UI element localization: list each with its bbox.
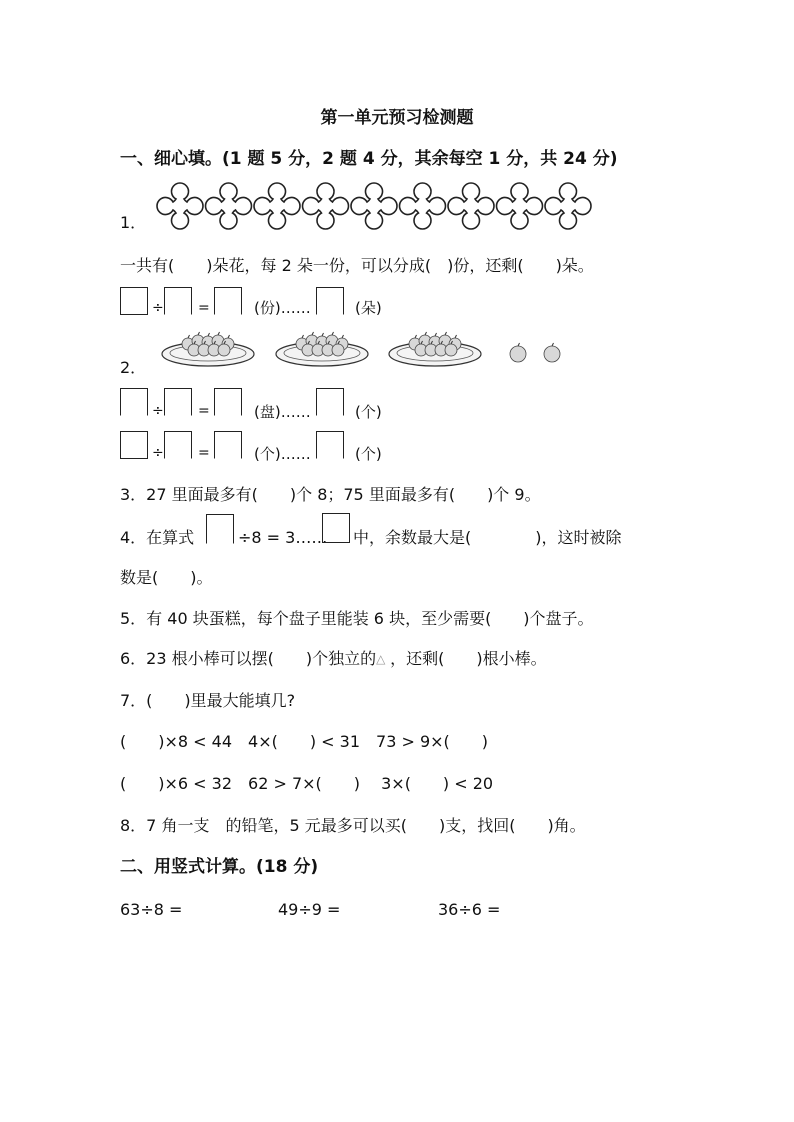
flower-icon (400, 183, 446, 229)
loose-apple (544, 343, 560, 362)
apple-plate (276, 332, 368, 366)
answer-box[interactable] (214, 431, 242, 459)
q4-prefix: 4．在算式 (120, 528, 195, 547)
apple-stem (425, 332, 427, 335)
q3-text: 3．27 里面最多有( )个 8；75 里面最多有( )个 9。 (120, 485, 541, 504)
answer-box[interactable] (120, 388, 148, 416)
loose-apple (510, 343, 526, 362)
apple-stem (455, 335, 457, 338)
q6-tail: ，还剩( )根小棒。 (390, 649, 547, 668)
apple-stem (218, 332, 220, 335)
q5-text: 5．有 40 块蛋糕，每个盘子里能装 6 块，至少需要( )个盘子。 (120, 609, 594, 628)
calc-item-3: 36÷6 = (438, 900, 501, 919)
unit-label: (个) (355, 445, 382, 463)
answer-box[interactable] (322, 513, 350, 543)
answer-box[interactable] (164, 388, 192, 416)
unit-label: (个) (355, 403, 382, 421)
divide-sign: ÷ (152, 445, 164, 461)
apple-stem (312, 332, 314, 335)
divide-sign: ÷ (152, 403, 164, 419)
q8-text: 8．7 角一支 的铅笔，5 元最多可以买( )支，找回( )角。 (120, 816, 586, 835)
apple-icon (445, 344, 457, 356)
q4-line2: 数是( )。 (120, 568, 213, 587)
answer-box[interactable] (206, 514, 234, 544)
triangle-glyph: △ (376, 652, 386, 666)
section1-heading: 一、细心填。(1 题 5 分，2 题 4 分，其余每空 1 分，共 24 分) (120, 149, 618, 169)
section2-heading: 二、用竖式计算。(18 分) (120, 857, 319, 877)
apple-plates-illustration (160, 330, 580, 370)
calc-item-1: 63÷8 = (120, 900, 183, 919)
apple-icon (510, 346, 526, 362)
answer-box[interactable] (120, 287, 148, 315)
apple-icon (218, 344, 230, 356)
q7-head: 7．( )里最大能填几? (120, 691, 296, 710)
q7-row2: ( )×6 < 32 62 > 7×( ) 3×( ) < 20 (120, 774, 494, 793)
apple-plate (162, 332, 254, 366)
answer-box[interactable] (120, 431, 148, 459)
equals-sign: = (198, 300, 210, 316)
flower-icon (545, 183, 591, 229)
q4-equation: ÷8 = 3…… (238, 528, 328, 547)
apple-stem (445, 332, 447, 335)
apple-stem (415, 335, 417, 338)
apple-icon (544, 346, 560, 362)
apple-stem (332, 332, 334, 335)
flower-icon (303, 183, 349, 229)
apple-stem (518, 343, 520, 346)
answer-box[interactable] (214, 287, 242, 315)
apple-stem (435, 333, 437, 336)
flower-icon (206, 183, 252, 229)
apple-icon (332, 344, 344, 356)
apple-stem (208, 333, 210, 336)
answer-box[interactable] (164, 431, 192, 459)
apple-stem (552, 343, 554, 346)
unit-label: (个)…… (254, 445, 311, 463)
flower-icon (497, 183, 543, 229)
q2-number: 2． (120, 358, 147, 377)
flower-icon (351, 183, 397, 229)
apple-stem (228, 335, 230, 338)
apple-stem (342, 335, 344, 338)
answer-box[interactable] (214, 388, 242, 416)
apple-stem (322, 333, 324, 336)
divide-sign: ÷ (152, 300, 164, 316)
page-title: 第一单元预习检测题 (320, 108, 474, 128)
q6-head: 6．23 根小棒可以摆( )个独立的 (120, 649, 377, 668)
answer-box[interactable] (316, 431, 344, 459)
answer-box[interactable] (164, 287, 192, 315)
flower-row (160, 186, 590, 226)
unit-label: (盘)…… (254, 403, 311, 421)
calc-item-2: 49÷9 = (278, 900, 341, 919)
unit-label: (份)…… (254, 299, 311, 317)
apple-stem (198, 332, 200, 335)
q7-row1: ( )×8 < 44 4×( ) < 31 73 > 9×( ) (120, 732, 489, 751)
flower-icon (254, 183, 300, 229)
equals-sign: = (198, 445, 210, 461)
apple-stem (302, 335, 304, 338)
answer-box[interactable] (316, 287, 344, 315)
q4-suffix: 中，余数最大是( )，这时被除 (353, 528, 622, 547)
unit-label: (朵) (355, 299, 382, 317)
q1-text: 一共有( )朵花，每 2 朵一份，可以分成( )份，还剩( )朵。 (120, 256, 594, 275)
flower-icon (157, 183, 203, 229)
apple-stem (188, 335, 190, 338)
q1-number: 1． (120, 213, 147, 232)
equals-sign: = (198, 403, 210, 419)
apple-plate (389, 332, 481, 366)
flower-icon (448, 183, 494, 229)
q6-text (120, 648, 547, 670)
answer-box[interactable] (316, 388, 344, 416)
